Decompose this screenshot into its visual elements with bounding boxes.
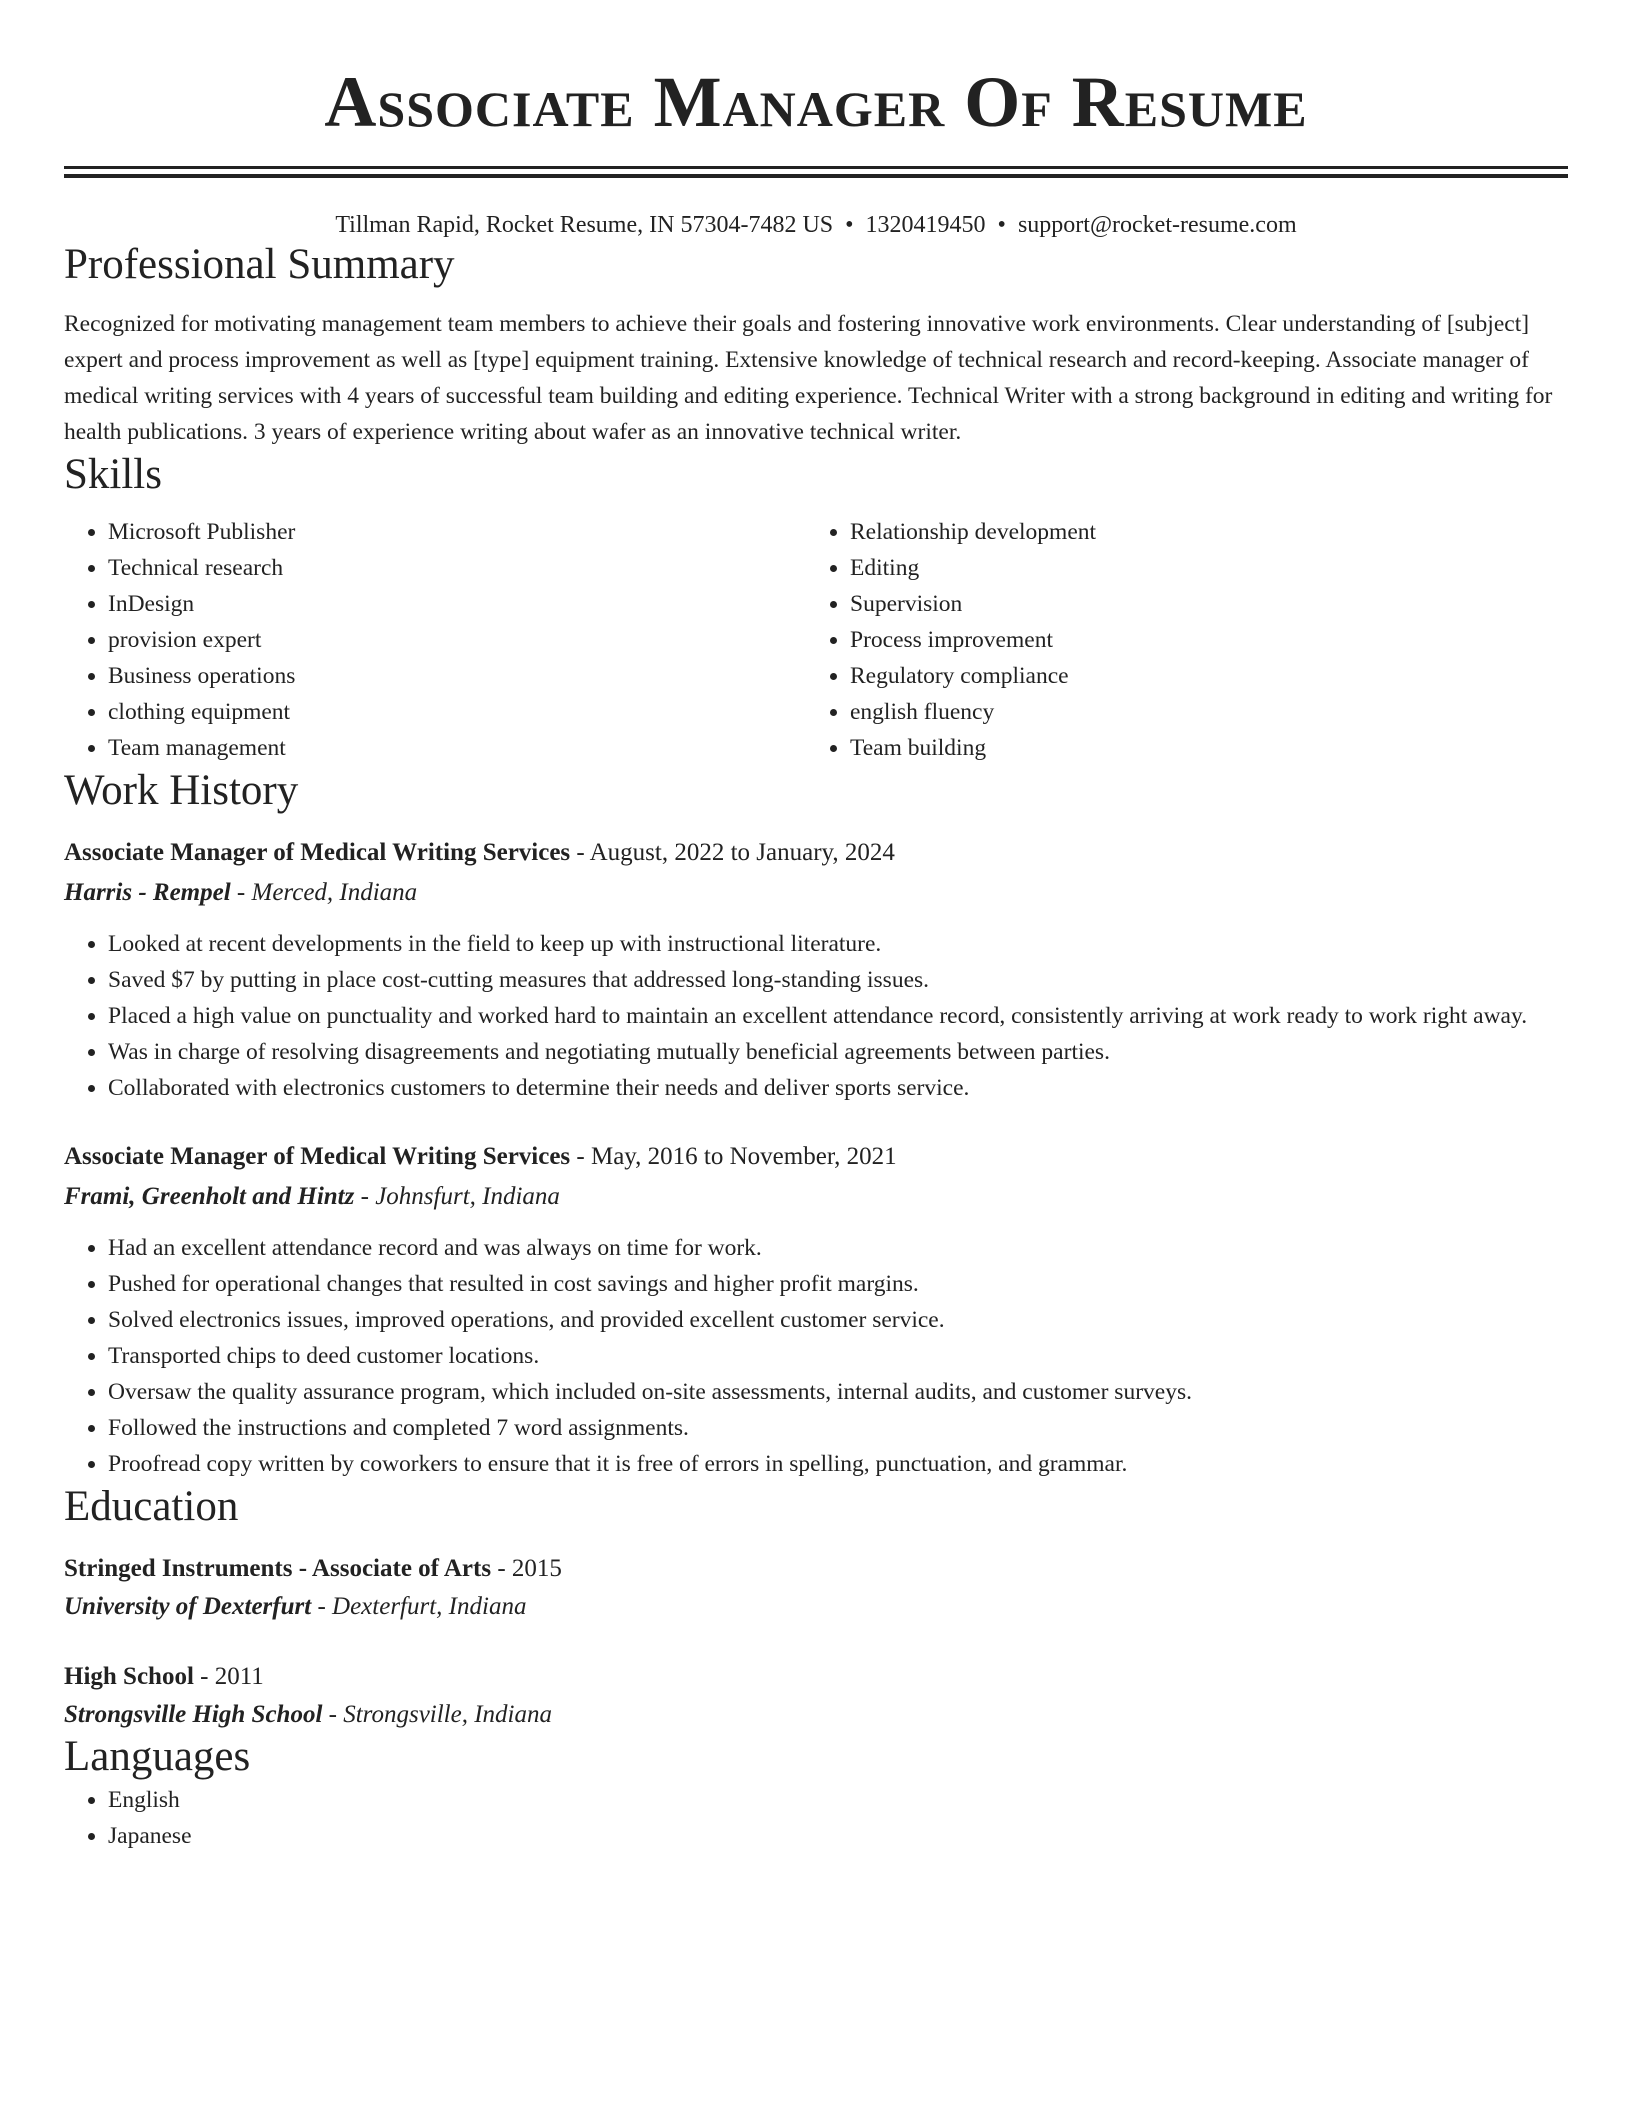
education-school: University of Dexterfurt bbox=[64, 1593, 312, 1620]
skills-list-right bbox=[806, 514, 1548, 766]
job-company: Harris - Rempel bbox=[64, 879, 231, 906]
job-location: Merced, Indiana bbox=[251, 879, 418, 906]
skill-item: • Regulatory compliance bbox=[850, 658, 1548, 694]
job-title: Associate Manager of Medical Writing Services bbox=[64, 1143, 571, 1170]
work-history-heading: Work History bbox=[64, 767, 299, 814]
language-item: • Japanese bbox=[108, 1818, 1568, 1854]
education-degree-line: High School - 2011 bbox=[64, 1663, 264, 1690]
job-bullet: • Saved $7 by putting in place cost-cutting measures that addressed long-standing issues. bbox=[108, 962, 1568, 998]
job-dates: May, 2016 to November, 2021 bbox=[590, 1143, 897, 1170]
skill-item: • Supervision bbox=[850, 586, 1548, 622]
summary-heading: Professional Summary bbox=[64, 241, 455, 288]
skills-column-right bbox=[806, 514, 1548, 766]
skill-item: • InDesign bbox=[108, 586, 806, 622]
skill-item: • Business operations bbox=[108, 658, 806, 694]
job-company: Frami, Greenholt and Hintz bbox=[64, 1183, 355, 1210]
job-dates: August, 2022 to January, 2024 bbox=[589, 839, 895, 866]
job-company-line: Frami, Greenholt and Hintz - Johnsfurt, Indiana bbox=[64, 1183, 560, 1210]
job-bullet: • Proofread copy written by coworkers to ensure that it is free of errors in spelling, punctuation, and grammar. bbox=[108, 1446, 1568, 1482]
education-degree: High School bbox=[64, 1663, 194, 1690]
contact-line bbox=[64, 210, 1568, 240]
job-bullet: • Looked at recent developments in the field to keep up with instructional literature. bbox=[108, 926, 1568, 962]
skills-section bbox=[64, 450, 1568, 766]
job-bullet: • Placed a high value on punctuality and worked hard to maintain an excellent attendance record, consistently arriving at work ready to work right away. bbox=[108, 998, 1568, 1034]
skill-item: • Microsoft Publisher bbox=[108, 514, 806, 550]
education-section bbox=[64, 1482, 1568, 1732]
skill-item: • Relationship development bbox=[850, 514, 1548, 550]
languages-section bbox=[64, 1732, 1568, 1854]
resume-title: Associate Manager Of Resume bbox=[324, 62, 1308, 142]
education-year: 2015 bbox=[511, 1555, 562, 1582]
languages-heading: Languages bbox=[64, 1733, 251, 1780]
job-bullets bbox=[64, 926, 1568, 1106]
job-bullet: • Followed the instructions and completed 7 word assignments. bbox=[108, 1410, 1568, 1446]
title-divider bbox=[64, 166, 1568, 178]
job-bullet: • Transported chips to deed customer locations. bbox=[108, 1338, 1568, 1374]
education-location: Dexterfurt, Indiana bbox=[332, 1593, 527, 1620]
education-entry bbox=[64, 1660, 1568, 1732]
education-school: Strongsville High School bbox=[64, 1701, 323, 1728]
skills-column-left bbox=[64, 514, 806, 766]
job-bullet: • Oversaw the quality assurance program, which included on-site assessments, internal audits, and customer surveys. bbox=[108, 1374, 1568, 1410]
job-title-line: Associate Manager of Medical Writing Services - May, 2016 to November, 2021 bbox=[64, 1143, 897, 1170]
education-degree-line: Stringed Instruments - Associate of Arts - 2015 bbox=[64, 1555, 562, 1582]
education-year: 2011 bbox=[214, 1663, 264, 1690]
skills-list-left bbox=[64, 514, 806, 766]
skill-item: • english fluency bbox=[850, 694, 1548, 730]
education-school-line: University of Dexterfurt - Dexterfurt, Indiana bbox=[64, 1593, 527, 1620]
job-bullets bbox=[64, 1230, 1568, 1482]
contact-separator: • bbox=[845, 212, 854, 238]
summary-section bbox=[64, 240, 1568, 450]
contact-email: support@rocket-resume.com bbox=[1017, 212, 1297, 238]
job-company-line: Harris - Rempel - Merced, Indiana bbox=[64, 879, 418, 906]
skills-grid bbox=[64, 514, 1568, 766]
work-history-section bbox=[64, 766, 1568, 1482]
contact-phone: 1320419450 bbox=[865, 212, 986, 238]
job-entry bbox=[64, 836, 1568, 1106]
skill-item: • Technical research bbox=[108, 550, 806, 586]
job-bullet: • Was in charge of resolving disagreements and negotiating mutually beneficial agreements between parties. bbox=[108, 1034, 1568, 1070]
job-bullet: • Collaborated with electronics customers to determine their needs and deliver sports service. bbox=[108, 1070, 1568, 1106]
education-entry bbox=[64, 1552, 1568, 1624]
job-bullet: • Solved electronics issues, improved operations, and provided excellent customer service. bbox=[108, 1302, 1568, 1338]
skill-item: • provision expert bbox=[108, 622, 806, 658]
skills-heading: Skills bbox=[64, 451, 162, 498]
contact-separator: • bbox=[997, 212, 1006, 238]
skill-item: • Team building bbox=[850, 730, 1548, 766]
skill-item: • Process improvement bbox=[850, 622, 1548, 658]
contact-address: Tillman Rapid, Rocket Resume, IN 57304-7482 US bbox=[335, 212, 834, 238]
education-heading: Education bbox=[64, 1483, 239, 1530]
summary-text: Recognized for motivating management team members to achieve their goals and fostering innovative work environments. Clear understanding of [subject] expert and process improvement as well as [type] equipment training. Extensive knowledge of technical research and record-keeping. Associate manager of medical writing services with 4 years of successful team building and editing experience. Technical Writer with a strong background in editing and writing for health publications. 3 years of experience writing about wafer as an innovative technical writer. bbox=[64, 311, 1553, 445]
skill-item: • clothing equipment bbox=[108, 694, 806, 730]
education-degree: Stringed Instruments - Associate of Arts bbox=[64, 1555, 492, 1582]
language-item: • English bbox=[108, 1782, 1568, 1818]
job-title-line: Associate Manager of Medical Writing Services - August, 2022 to January, 2024 bbox=[64, 839, 895, 866]
job-title: Associate Manager of Medical Writing Services bbox=[64, 839, 571, 866]
job-entry bbox=[64, 1140, 1568, 1482]
job-bullet: • Had an excellent attendance record and was always on time for work. bbox=[108, 1230, 1568, 1266]
job-location: Johnsfurt, Indiana bbox=[375, 1183, 560, 1210]
education-location: Strongsville, Indiana bbox=[343, 1701, 552, 1728]
skill-item: • Team management bbox=[108, 730, 806, 766]
job-bullet: • Pushed for operational changes that resulted in cost savings and higher profit margins. bbox=[108, 1266, 1568, 1302]
skill-item: • Editing bbox=[850, 550, 1548, 586]
languages-list bbox=[64, 1782, 1568, 1854]
education-school-line: Strongsville High School - Strongsville, Indiana bbox=[64, 1701, 552, 1728]
